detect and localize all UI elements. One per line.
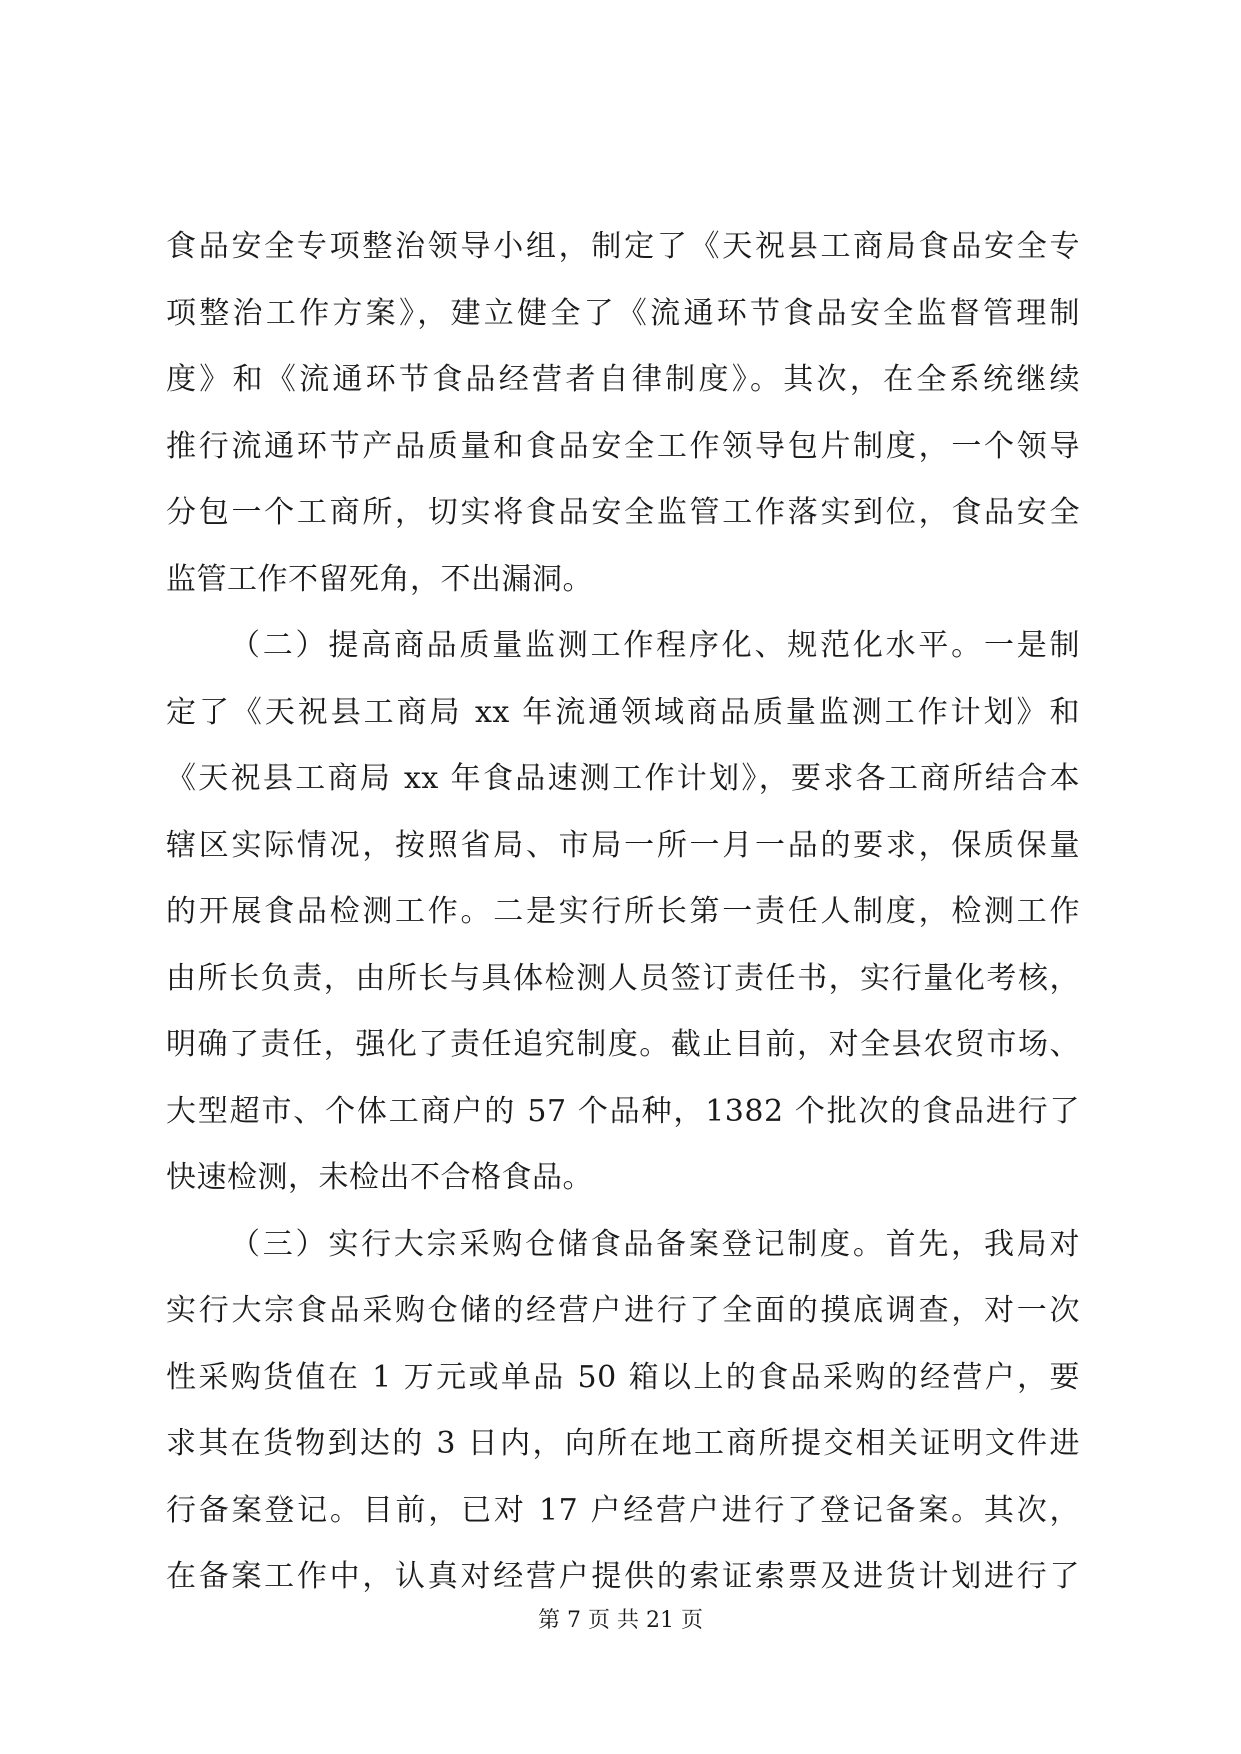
page-number-footer: 第 7 页 共 21 页 <box>538 1608 703 1633</box>
text-line: 度》和《流通环节食品经营者自律制度》。其次，在全系统继续 <box>166 362 1080 397</box>
text-line: 食品安全专项整治领导小组，制定了《天祝县工商局食品安全专 <box>166 229 1080 264</box>
text-line: 性采购货值在 1 万元或单品 50 箱以上的食品采购的经营户，要 <box>166 1359 1080 1395</box>
text-line: 《天祝县工商局 xx 年食品速测工作计划》，要求各工商所结合本 <box>166 761 1080 796</box>
text-line: 明确了责任，强化了责任追究制度。截止目前，对全县农贸市场、 <box>166 1027 1080 1062</box>
text-line: 大型超市、个体工商户的 57 个品种，1382 个批次的食品进行了 <box>166 1093 1080 1129</box>
text-line: 辖区实际情况，按照省局、市局一所一月一品的要求，保质保量 <box>166 827 1080 863</box>
paragraph-start-line: （三）实行大宗采购仓储食品备案登记制度。首先，我局对 <box>230 1226 1080 1262</box>
text-line: 行备案登记。目前，已对 17 户经营户进行了登记备案。其次， <box>166 1492 1080 1528</box>
text-line: 的开展食品检测工作。二是实行所长第一责任人制度，检测工作 <box>166 894 1080 929</box>
text-line: 推行流通环节产品质量和食品安全工作领导包片制度，一个领导 <box>166 428 1080 464</box>
text-line: 由所长负责，由所长与具体检测人员签订责任书，实行量化考核， <box>166 960 1080 996</box>
text-line: 快速检测，未检出不合格食品。 <box>166 1160 593 1195</box>
text-line: 实行大宗食品采购仓储的经营户进行了全面的摸底调查，对一次 <box>166 1293 1080 1328</box>
body-text <box>166 227 1080 1624</box>
text-line: 定了《天祝县工商局 xx 年流通领域商品质量监测工作计划》和 <box>166 694 1080 730</box>
paragraph-start-line: （二）提高商品质量监测工作程序化、规范化水平。一是制 <box>230 628 1080 663</box>
text-line: 在备案工作中，认真对经营户提供的索证索票及进货计划进行了 <box>166 1559 1080 1594</box>
text-line: 项整治工作方案》，建立健全了《流通环节食品安全监督管理制 <box>166 295 1080 331</box>
text-line: 监管工作不留死角，不出漏洞。 <box>166 561 593 597</box>
text-line: 分包一个工商所，切实将食品安全监管工作落实到位，食品安全 <box>166 495 1080 530</box>
text-line: 求其在货物到达的 3 日内，向所在地工商所提交相关证明文件进 <box>166 1426 1080 1461</box>
